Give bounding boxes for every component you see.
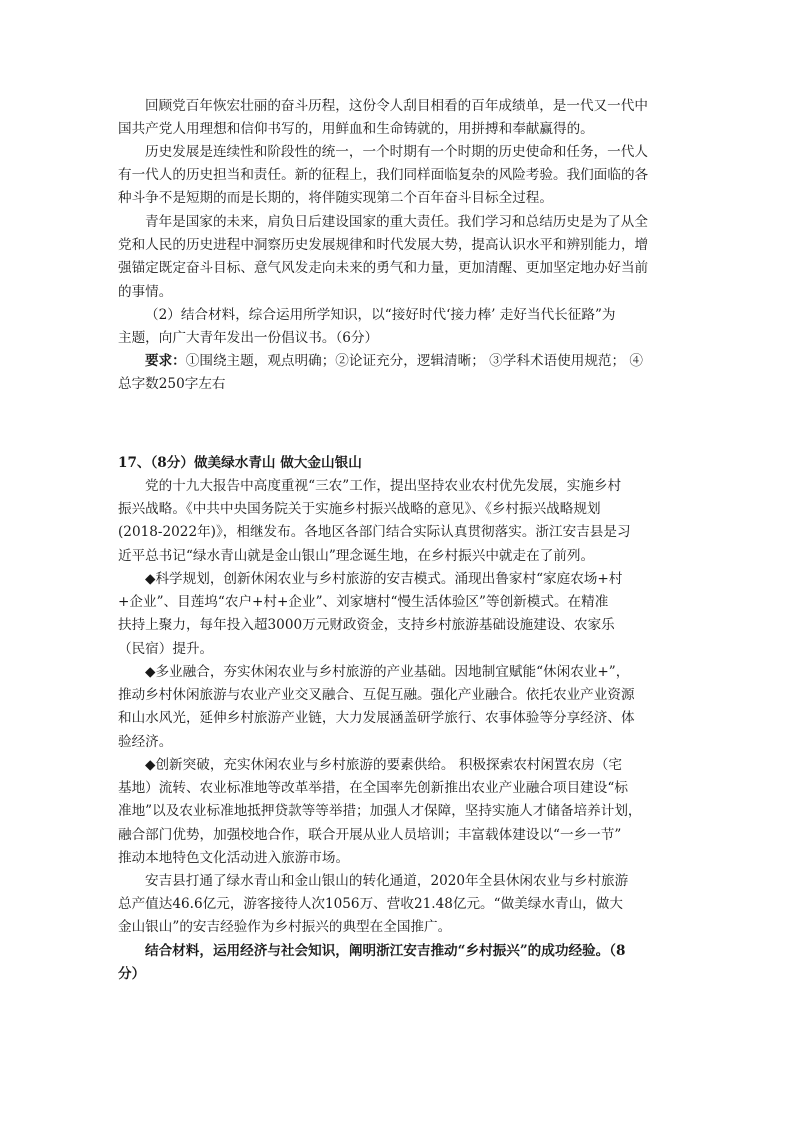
text-line: 准地”以及农业标准地抵押贷款等等举措；加强人才保障，坚持实施人才储备培养计划，	[118, 803, 642, 820]
requirements	[118, 350, 678, 396]
question-16-2	[118, 304, 678, 350]
text-line: ◆科学规划，创新休闲农业与乡村旅游的安吉模式。涌现出鲁家村“家庭农场+村	[145, 571, 623, 587]
q17-question	[118, 940, 678, 986]
text-line: 国共产党人用理想和信仰书写的，用鲜血和生命铸就的，用拼搏和奉献赢得的。	[118, 121, 594, 138]
text-line: 推动乡村休闲旅游与农业产业交叉融合、互促互融。强化产业融合。依托农业产业资源	[118, 687, 635, 704]
text-line: 金山银山”的安吉经验作为乡村振兴的典型在全国推广。	[118, 919, 452, 936]
material-paragraph-3	[118, 211, 678, 304]
q17-paragraph-1	[118, 475, 678, 568]
text-line: 主题，向广大青年发出一份倡议书。（6分）	[118, 330, 379, 347]
text-line: 17、（8分）做美绿水青山 做大金山银山	[118, 455, 362, 471]
text-line: 有一代人的历史担当和责任。新的征程上，我们同样面临复杂的风险考验。我们面临的各	[118, 167, 649, 184]
text-line: 种斗争不是短期的而是长期的，将伴随实现第二个百年奋斗目标全过程。	[118, 190, 553, 207]
text-line: 总产值达46.6亿元，游客接待人次1056万、营收21.48亿元。“做美绿水青山，做大	[118, 896, 623, 913]
text-line: 党和人民的历史进程中洞察历史发展规律和时代发展大势，提高认识水平和辨别能力，增	[118, 237, 649, 254]
text-line: 总字数250字左右	[118, 376, 226, 393]
text-line: 推动本地特色文化活动进入旅游市场。	[118, 849, 350, 866]
text-line: 近平总书记“绿水青山就是金山银山”理念诞生地，在乡村振兴中就走在了前列。	[118, 547, 595, 564]
q17-bullet-3	[118, 754, 678, 870]
text-line: 融合部门优势，加强校地合作，联合开展从业人员培训；丰富载体建设以“一乡一节”	[118, 826, 622, 843]
text-line: 基地）流转、农业标准地等改革举措，在全国率先创新推出农业产业融合项目建设“标	[118, 780, 628, 797]
text-line: 扶持上聚力，每年投入超3000万元财政资金，支持乡村旅游基础设施建设、农家乐	[118, 617, 615, 634]
text-line: 回顾党百年恢宏壮丽的奋斗历程，这份令人刮目相看的百年成绩单，是一代又一代中	[145, 98, 648, 114]
text-line: 历史发展是连续性和阶段性的统一，一个时期有一个时期的历史使命和任务，一代人	[145, 144, 648, 160]
text-line: 青年是国家的未来，肩负日后建设国家的重大责任。我们学习和总结历史是为了从全	[145, 214, 648, 230]
text-line: 验经济。	[118, 733, 173, 750]
material-paragraph-1	[118, 95, 678, 141]
q17-bullet-2	[118, 661, 678, 754]
text-line: 安吉县打通了绿水青山和金山银山的转化通道，2020年全县休闲农业与乡村旅游	[145, 873, 629, 889]
text-line	[118, 350, 678, 373]
text-line: ◆多业融合，夯实休闲农业与乡村旅游的产业基础。因地制宜赋能“休闲农业+”，	[145, 664, 630, 680]
text-line: ◆创新突破，充实休闲农业与乡村旅游的要素供给。 积极探索农村闲置农房（宅	[145, 757, 622, 773]
text-line: （民宿）提升。	[118, 640, 214, 657]
q17-bullet-1	[118, 568, 678, 661]
text-line: 和山水风光，延伸乡村旅游产业链，大力发展涵盖研学旅行、农事体验等分享经济、体	[118, 710, 635, 727]
text-line: 分）	[118, 966, 146, 983]
text-line: 强锚定既定奋斗目标、意气风发走向未来的勇气和力量，更加清醒、更加坚定地办好当前	[118, 260, 649, 277]
q17-paragraph-2	[118, 870, 678, 940]
material-paragraph-2	[118, 141, 678, 211]
text-line: 结合材料，运用经济与社会知识，阐明浙江安吉推动“乡村振兴”的成功经验。（8	[145, 943, 626, 959]
question-17-title	[118, 452, 678, 475]
text-line: 振兴战略。《中共中央国务院关于实施乡村振兴战略的意见》、《乡村振兴战略规划	[118, 501, 601, 518]
text-line: （2）结合材料，综合运用所学知识，以“接好时代‘接力棒’ 走好当代长征路”为	[145, 307, 616, 323]
text-line: +企业”、目莲坞“农户+村+企业”、刘家塘村“慢生活体验区”等创新模式。在精准	[118, 594, 609, 611]
text-line: 党的十九大报告中高度重视“三农”工作，提出坚持农业农村优先发展，实施乡村	[145, 478, 622, 494]
text-line: (2018-2022年)》，相继发布。各地区各部门结合实际认真贯彻落实。浙江安吉县是习	[118, 524, 631, 541]
requirements-text: ①围绕主题，观点明确；②论证充分，逻辑清晰； ③学科术语使用规范； ④	[185, 353, 644, 369]
requirements-label: 要求：	[145, 353, 186, 369]
text-line: 的事情。	[118, 283, 173, 300]
